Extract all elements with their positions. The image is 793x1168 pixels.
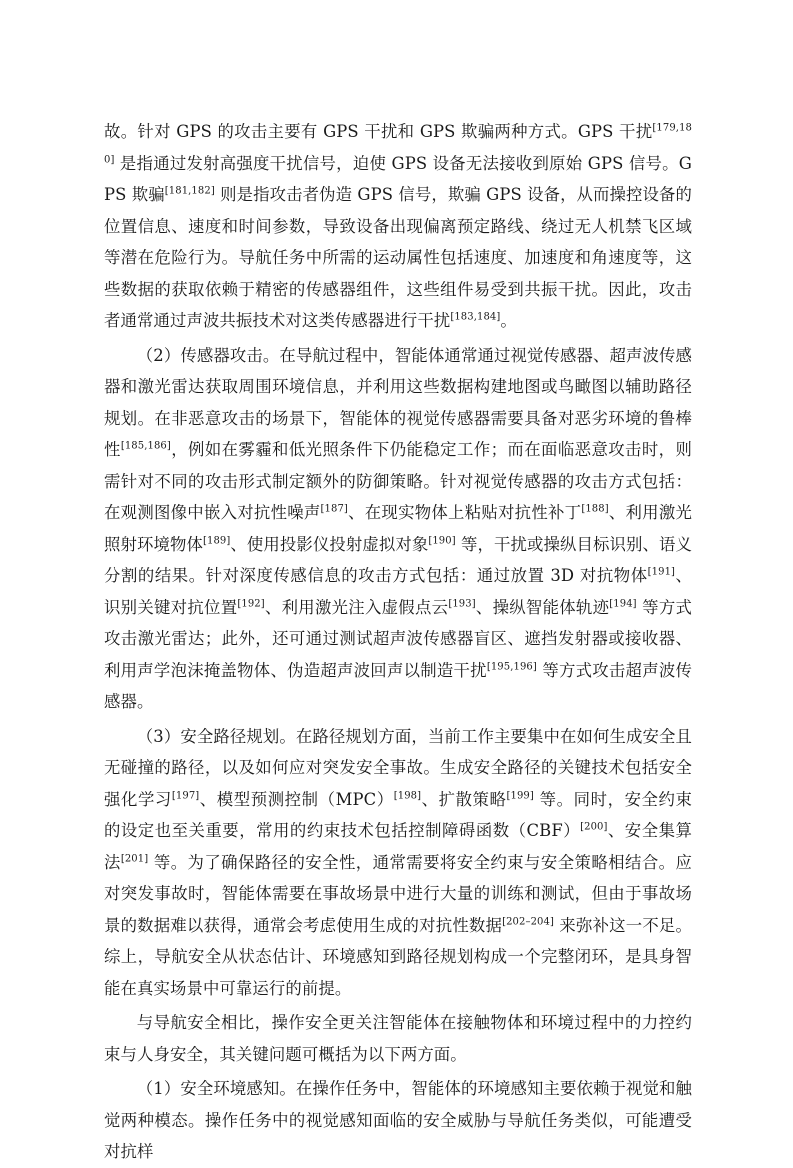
citation-ref: [179,180] [104,122,692,166]
citation-ref: [181,182] [164,185,215,197]
citation-ref: [193] [448,598,476,610]
paragraph [104,721,692,1005]
citation-ref: [192] [237,598,265,610]
citation-ref: [200] [580,821,608,833]
text-run: 、扩散策略 [421,789,507,809]
text-run: （2）传感器攻击。在导航过程中，智能体通常通过视觉传感器、超声波传感器和激光雷达获取周围环境信息，并利用这些数据构建地图或鸟瞰图以辅助路径规划。在非恶意攻击的场景下，智能体的视觉传感器需要具备对恶劣环境的鲁棒性 [104,345,692,459]
text-run: 、安全集算法 [104,821,693,872]
paragraph [104,1073,692,1168]
text-run: 、操纵智能体轨迹 [475,597,610,617]
text-run: 、识别关键对抗位置 [104,566,692,617]
citation-ref: [185,186] [120,440,171,452]
text-run: 等。为了确保路径的安全性，通常需要将安全约束与安全策略相结合。应对突发事故时，智能体需要在事故场景中进行大量的训练和测试，但由于事故场景的数据难以获得，通常会考虑使用生成的对抗性数据 [104,852,692,935]
text-run: 等方式攻击激光雷达；此外，还可通过测试超声波传感器盲区、遮挡发射器或接收器、利用声学泡沫掩盖物体、伪造超声波回声以制造干扰 [104,597,692,680]
citation-ref: [199] [506,790,534,802]
citation-ref: [194] [609,598,637,610]
text-run: 与导航安全相比，操作安全更关注智能体在接触物体和环境过程中的力控约束与人身安全，其关键问题可概括为以下两方面。 [104,1013,692,1064]
citation-ref: [188] [581,503,609,515]
text-run: 等。同时，安全约束的设定也至关重要，常用的约束技术包括控制障碍函数（CBF） [104,789,692,840]
text-run: 、在现实物体上粘贴对抗性补丁 [347,503,582,522]
citation-ref: [201] [120,853,149,865]
text-run: 、利用激光照射环境物体 [104,503,692,554]
text-run: （1）安全环境感知。在操作任务中，智能体的环境感知主要依赖于视觉和触觉两种模态。操作任务中的视觉感知面临的安全威胁与导航任务类似，可能遭受对抗样 [104,1079,692,1161]
text-run: 来弥补这一不足。综上，导航安全从状态估计、环境感知到路径规划构成一个完整闭环，是具身智能在真实场景中可靠运行的前提。 [104,915,692,998]
citation-ref: [189] [202,535,231,547]
citation-ref: [190] [428,535,456,547]
paragraph [104,340,692,718]
text-run: 故。针对 GPS 的攻击主要有 GPS 干扰和 GPS 欺骗两种方式。GPS 干扰 [104,122,653,141]
citation-ref: [198] [393,790,422,802]
paragraph [104,1007,692,1070]
text-run: ，例如在雾霾和低光照条件下仍能稳定工作；而在面临恶意攻击时，则需针对不同的攻击形式制定额外的防御策略。针对视觉传感器的攻击方式包括：在观测图像中嵌入对抗性噪声 [104,440,692,522]
text-run: 、利用激光注入虚假点云 [264,597,449,617]
text-run: 等方式攻击超声波传感器。 [104,660,692,711]
text-run: 等，干扰或操纵目标识别、语义分割的结果。针对深度传感信息的攻击方式包括：通过放置 3D 对抗物体 [104,534,692,585]
citation-ref: [195,196] [486,661,537,673]
text-run: （3）安全路径规划。在路径规划方面，当前工作主要集中在如何生成安全且无碰撞的路径，以及如何应对突发安全事故。生成安全路径的关键技术包括安全强化学习 [104,726,692,809]
citation-ref: [183,184] [450,311,501,323]
body-text [104,116,692,1168]
text-run: 、使用投影仪投射虚拟对象 [230,534,429,554]
citation-ref: [202–204] [502,916,554,928]
paragraph [104,116,692,337]
citation-ref: [187] [320,503,348,515]
text-run: 则是指攻击者伪造 GPS 信号，欺骗 GPS 设备，从而操控设备的位置信息、速度和时间参数，导致设备出现偏离预定路线、绕过无人机禁飞区域等潜在危险行为。导航任务中所需的运动属性包括速度、加速度和角速度等，这些数据的获取依赖于精密的传感器组件，这些组件易受到共振干扰。因此，攻击者通常通过声波共振技术对这类传感器进行干扰 [104,185,693,330]
citation-ref: [191] [647,566,676,578]
text-run: 。 [500,311,517,330]
text-run: 、模型预测控制（MPC） [199,789,394,809]
citation-ref: [197] [171,790,200,802]
text-run: 是指通过发射高强度干扰信号，迫使 GPS 设备无法接收到原始 GPS 信号。GPS 欺骗 [104,153,692,204]
